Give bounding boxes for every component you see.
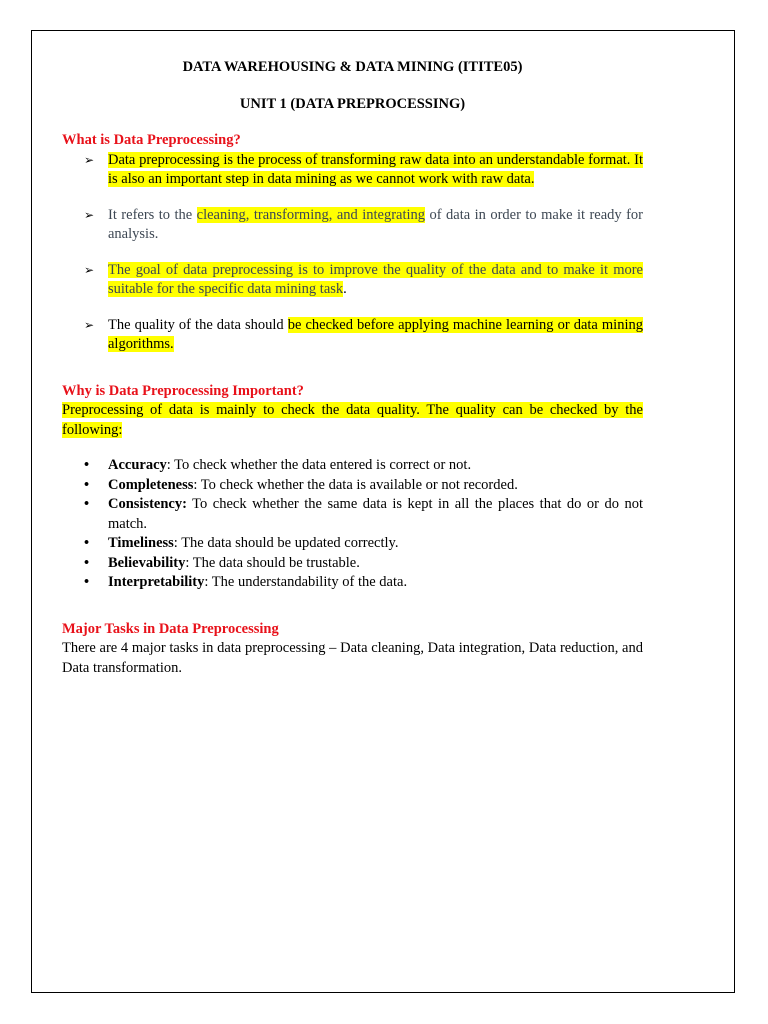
term-separator: : xyxy=(166,457,171,473)
list-item xyxy=(62,573,643,593)
description: To check whether the same data is kept in all the places that do or do not match. xyxy=(108,496,643,532)
intro-paragraph xyxy=(62,401,643,440)
arrow-bullet-icon: ➢ xyxy=(84,207,95,222)
bullet-icon: • xyxy=(84,496,90,512)
bullet-icon: • xyxy=(84,457,90,473)
bullet-icon: • xyxy=(84,554,90,571)
term-separator: : xyxy=(204,574,209,590)
list-item xyxy=(62,554,643,574)
document-title: DATA WAREHOUSING & DATA MINING (ITITE05) xyxy=(182,59,523,75)
bullet-icon: • xyxy=(84,476,90,493)
description: The understandability of the data. xyxy=(208,574,408,590)
term: Completeness xyxy=(108,476,194,493)
description: The data should be trustable. xyxy=(189,554,360,571)
bullet-icon: • xyxy=(84,574,90,590)
heading-why-important: Why is Data Preprocessing Important? xyxy=(62,382,304,399)
arrow-bullet-icon: ➢ xyxy=(84,317,95,332)
heading-what-is: What is Data Preprocessing? xyxy=(62,132,241,148)
term: Believability xyxy=(108,554,186,571)
term-separator: : xyxy=(173,535,178,551)
arrow-item-1 xyxy=(62,151,643,190)
list-item xyxy=(62,495,643,534)
term: Consistency: xyxy=(108,496,187,512)
arrow-bullet-icon: ➢ xyxy=(84,152,95,167)
document-body xyxy=(62,58,643,678)
description: The data should be updated correctly. xyxy=(177,535,399,551)
unit-title: UNIT 1 (DATA PREPROCESSING) xyxy=(239,95,466,112)
text-segment: It refers to the xyxy=(108,206,197,223)
description: To check whether the data entered is correct or not. xyxy=(170,457,472,473)
list-item xyxy=(62,534,643,554)
arrow-item-3 xyxy=(62,261,643,300)
list-item xyxy=(62,456,643,476)
major-tasks-paragraph: There are 4 major tasks in data preprocessing – Data cleaning, Data integration, Data reduction, and Data transformation. xyxy=(62,640,643,676)
highlighted-text: cleaning, transforming, and integrating xyxy=(196,206,426,223)
list-item xyxy=(62,476,643,496)
term-separator: : xyxy=(193,476,198,493)
term: Timeliness xyxy=(108,535,174,551)
arrow-bullet-icon: ➢ xyxy=(84,262,95,277)
heading-major-tasks: Major Tasks in Data Preprocessing xyxy=(62,620,279,637)
term: Interpretability xyxy=(108,574,205,590)
highlighted-text: Data preprocessing is the process of transforming raw data into an understandable format. It is also an important step in data mining as we cannot work with raw data. xyxy=(108,151,643,187)
text-segment: of data in order to make it ready for analysis. xyxy=(108,206,644,242)
quality-list xyxy=(62,456,643,593)
description: To check whether the data is available or not recorded. xyxy=(197,476,518,493)
highlighted-text: be checked before applying machine learning or data mining algorithms. xyxy=(108,316,643,352)
term-separator: : xyxy=(185,554,190,571)
arrow-item-4 xyxy=(62,316,643,355)
highlighted-text: The goal of data preprocessing is to improve the quality of the data and to make it more suitable for the specific data mining task xyxy=(108,261,643,297)
highlighted-text: Preprocessing of data is mainly to check the data quality. The quality can be checked by the following: xyxy=(62,402,643,438)
arrow-item-2 xyxy=(62,206,643,245)
term: Accuracy xyxy=(108,457,167,473)
text-segment: The quality of the data should xyxy=(108,316,288,333)
text-segment: . xyxy=(343,281,347,297)
bullet-icon: • xyxy=(84,535,90,551)
